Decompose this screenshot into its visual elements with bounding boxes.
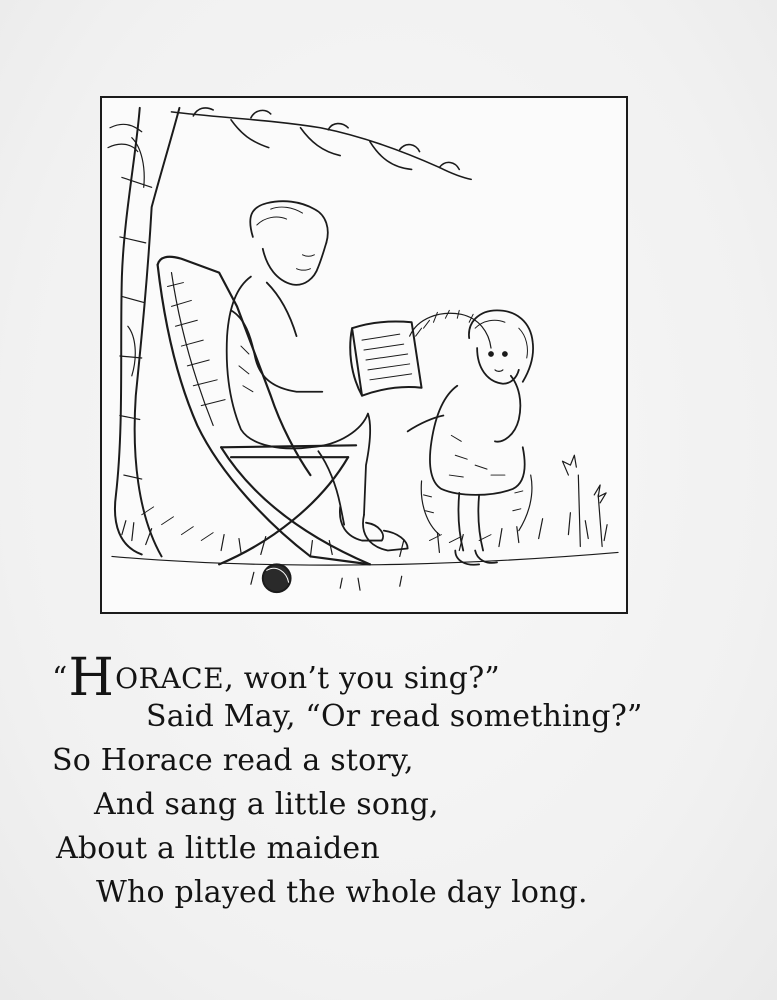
verse-line-4: And sang a little song, bbox=[94, 787, 439, 822]
verse-line-2: Said May, “Or read something?” bbox=[146, 699, 643, 734]
verse-line-5: About a little maiden bbox=[56, 831, 380, 866]
ball-of-yarn bbox=[263, 564, 291, 592]
verse-line-1 bbox=[52, 648, 500, 708]
name-smallcaps: ORACE bbox=[115, 662, 225, 695]
verse-line-1-rest: , won’t you sing?” bbox=[224, 661, 500, 696]
verse-line-3: So Horace read a story, bbox=[52, 743, 414, 778]
drop-cap: H bbox=[68, 648, 115, 708]
folding-chair bbox=[158, 257, 370, 565]
verse-line-6: Who played the whole day long. bbox=[96, 875, 588, 910]
girl-figure bbox=[408, 310, 533, 564]
illustration-frame bbox=[100, 96, 628, 614]
opening-quote: “ bbox=[52, 661, 68, 696]
illustration-boy-reading-to-girl bbox=[102, 98, 626, 612]
tree-trunk bbox=[115, 108, 179, 557]
verse bbox=[0, 640, 777, 940]
